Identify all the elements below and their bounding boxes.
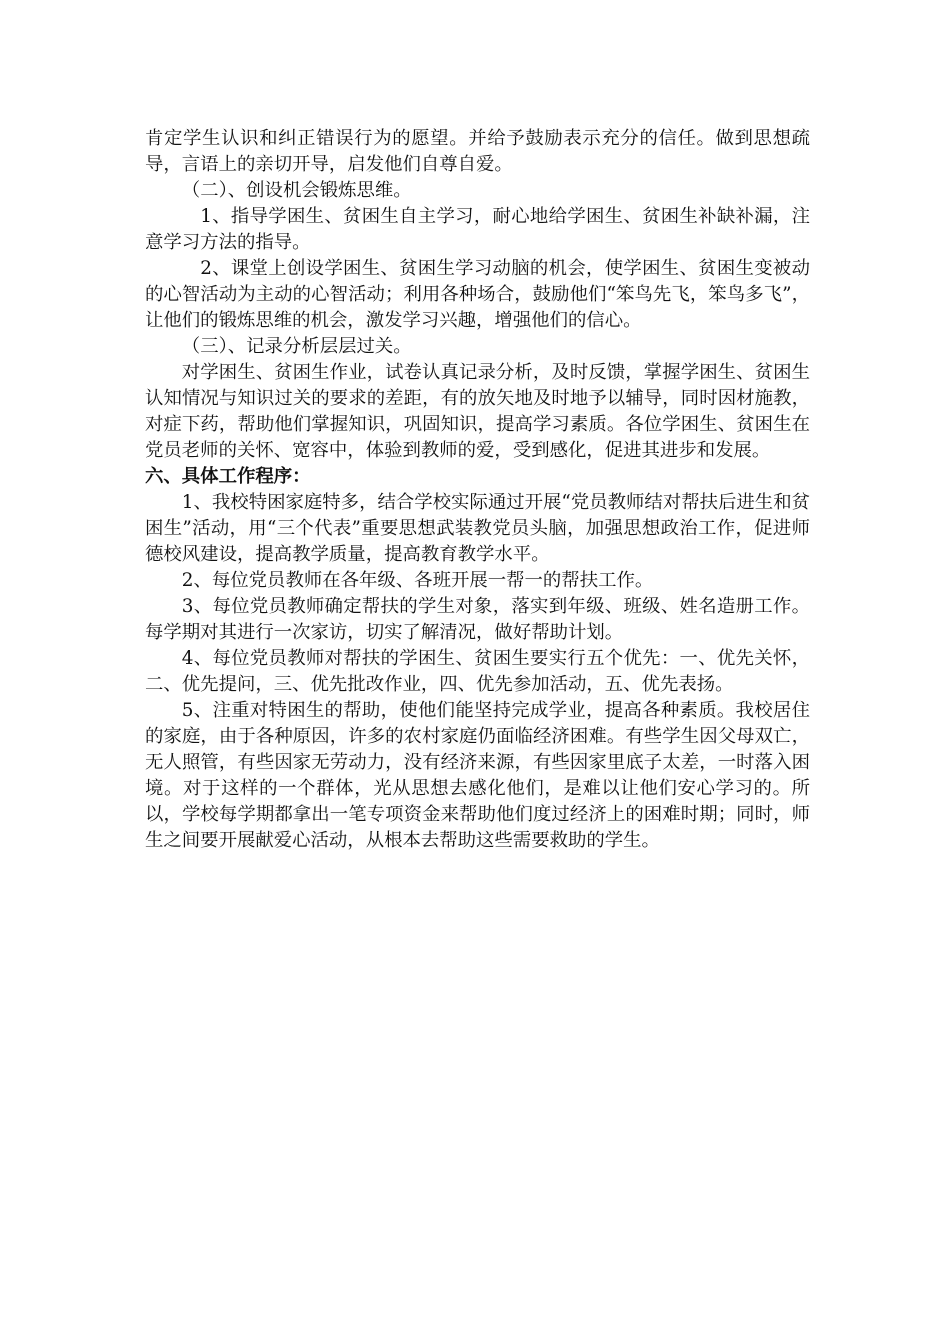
document-body [145, 126, 810, 854]
paragraph-record-analysis: 对学困生、贫困生作业，试卷认真记录分析，及时反馈，掌握学困生、贫困生认知情况与知识过关的要求的差距，有的放矢地及时地予以辅导，同时因材施教，对症下药，帮助他们掌握知识，巩固知识，提高学习素质。各位学困生、贫困生在党员老师的关怀、宽容中，体验到教师的爱，受到感化，促进其进步和发展。 [145, 362, 810, 461]
procedure-item-1: 1、我校特困家庭特多，结合学校实际通过开展“党员教师结对帮扶后进生和贫困生”活动，用“三个代表”重要思想武装教党员头脑，加强思想政治工作，促进师德校风建设，提高教学质量，提高教育教学水平。 [145, 492, 810, 565]
procedure-item-4: 4、每位党员教师对帮扶的学困生、贫困生要实行五个优先：一、优先关怀，二、优先提问，三、优先批改作业，四、优先参加活动，五、优先表扬。 [145, 648, 810, 695]
list-item-guidance: 1、指导学困生、贫困生自主学习，耐心地给学困生、贫困生补缺补漏，注意学习方法的指导。 [145, 206, 810, 253]
subheading-two: （二）、创设机会锻炼思维。 [181, 180, 412, 201]
subheading-three: （三）、记录分析层层过关。 [181, 336, 412, 357]
section-heading-six: 六、具体工作程序： [145, 466, 311, 487]
procedure-item-5: 5、注重对特困生的帮助，使他们能坚持完成学业，提高各种素质。我校居住的家庭，由于各种原因，许多的农村家庭仍面临经济困难。有些学生因父母双亡，无人照管，有些因家无劳动力，没有经济来源，有些因家里底子太差，一时落入困境。对于这样的一个群体，光从思想去感化他们，是难以让他们安心学习的。所以，学校每学期都拿出一笔专项资金来帮助他们度过经济上的困难时期；同时，师生之间要开展献爱心活动，从根本去帮助这些需要救助的学生。 [145, 700, 810, 851]
procedure-item-3: 3、每位党员教师确定帮扶的学生对象，落实到年级、班级、姓名造册工作。每学期对其进行一次家访，切实了解清况，做好帮助计划。 [145, 596, 810, 643]
procedure-item-2: 2、每位党员教师在各年级、各班开展一帮一的帮扶工作。 [181, 570, 654, 591]
list-item-classroom: 2、课堂上创设学困生、贫困生学习动脑的机会，使学困生、贫困生变被动的心智活动为主动的心智活动；利用各种场合，鼓励他们“笨鸟先飞，笨鸟多飞”，让他们的锻炼思维的机会，激发学习兴趣，增强他们的信心。 [145, 258, 810, 331]
paragraph-continuation: 肯定学生认识和纠正错误行为的愿望。并给予鼓励表示充分的信任。做到思想疏导，言语上的亲切开导，启发他们自尊自爱。 [145, 128, 810, 175]
